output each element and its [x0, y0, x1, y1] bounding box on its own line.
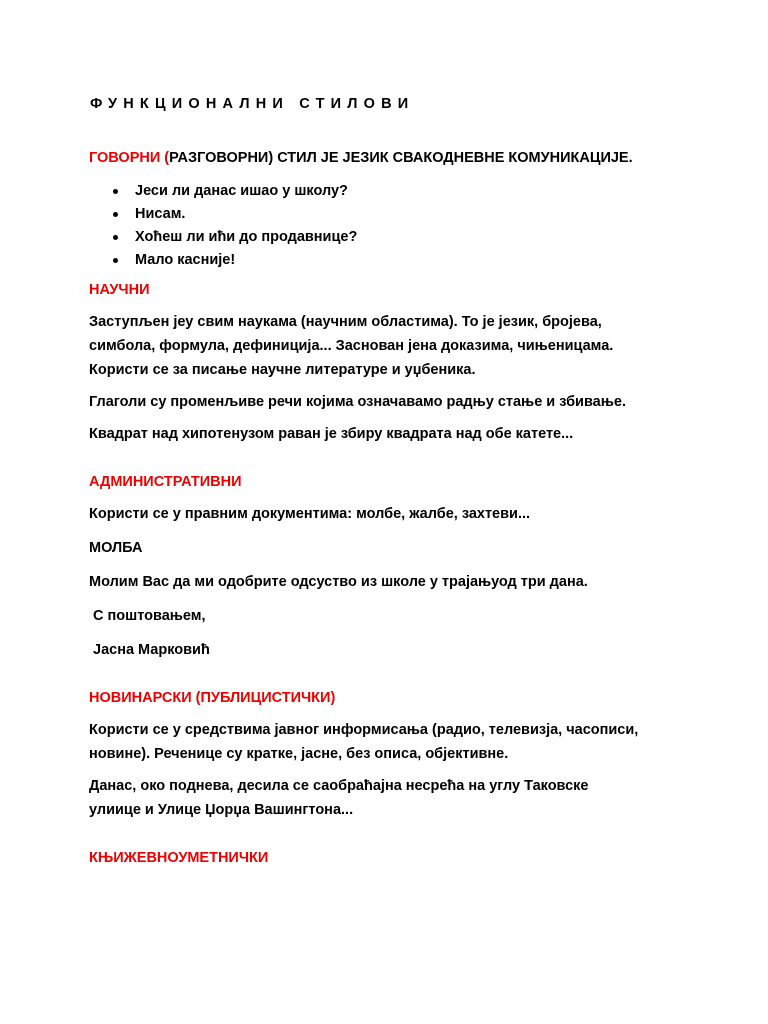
spoken-style-heading [89, 146, 689, 170]
document-content [89, 96, 689, 870]
bullet-icon [113, 212, 118, 217]
spoken-heading-rest: РАЗГОВОРНИ) СТИЛ ЈЕ ЈЕЗИК СВАКОДНЕВНЕ КОМУНИКАЦИЈЕ. [169, 150, 633, 166]
scientific-heading: НАУЧНИ [89, 282, 150, 298]
bullet-icon [113, 258, 118, 263]
journalistic-example: Данас, око поднева, десила се саобраћајна несрећа на углу Таковске улиице и Улице Џорџа Вашингтона... [89, 778, 589, 818]
list-item: Хоћеш ли ићи до продавнице? [113, 226, 689, 249]
bullet-icon [113, 235, 118, 240]
letter-title: МОЛБА [89, 540, 143, 556]
administrative-paragraph: Користи се у правним документима: молбе, жалбе, захтеви... [89, 506, 531, 522]
dialogue-list [89, 180, 689, 272]
letter-body: Молим Вас да ми одобрите одсуство из школе у трајањуод три дана. [89, 574, 588, 590]
scientific-paragraph: Заступљен јеу свим наукама (научним областима). То је језик, бројева, симбола, формула, дефиниција... Заснован јена доказима, чињеницама. Користи се за писање научне литературе и уџбеника. [89, 314, 614, 378]
list-item: Јеси ли данас ишао у школу? [113, 180, 689, 203]
scientific-example-math: Квадрат над хипотенузом раван је збиру квадрата над обе катете... [89, 426, 574, 442]
document-title: ФУНКЦИОНАЛНИ СТИЛОВИ [90, 96, 415, 112]
journalistic-heading: НОВИНАРСКИ (ПУБЛИЦИСТИЧКИ) [89, 690, 336, 706]
administrative-heading: АДМИНИСТРАТИВНИ [89, 474, 242, 490]
spoken-heading-red: ГОВОРНИ ( [89, 150, 170, 166]
bullet-icon [113, 189, 118, 194]
journalistic-paragraph: Користи се у средствима јавног информисања (радио, телевизја, часописи, новине). Реченице су кратке, јасне, без описа, објективне. [89, 722, 639, 762]
scientific-example-grammar: Глаголи су променљиве речи којима означавамо радњу стање и збивање. [89, 394, 626, 410]
list-item: Нисам. [113, 203, 689, 226]
letter-signature: Јасна Марковић [93, 642, 210, 658]
literary-heading: КЊИЖЕВНОУМЕТНИЧКИ [89, 850, 269, 866]
list-item: Мало касније! [113, 249, 689, 272]
letter-closing: С поштовањем, [93, 608, 206, 624]
